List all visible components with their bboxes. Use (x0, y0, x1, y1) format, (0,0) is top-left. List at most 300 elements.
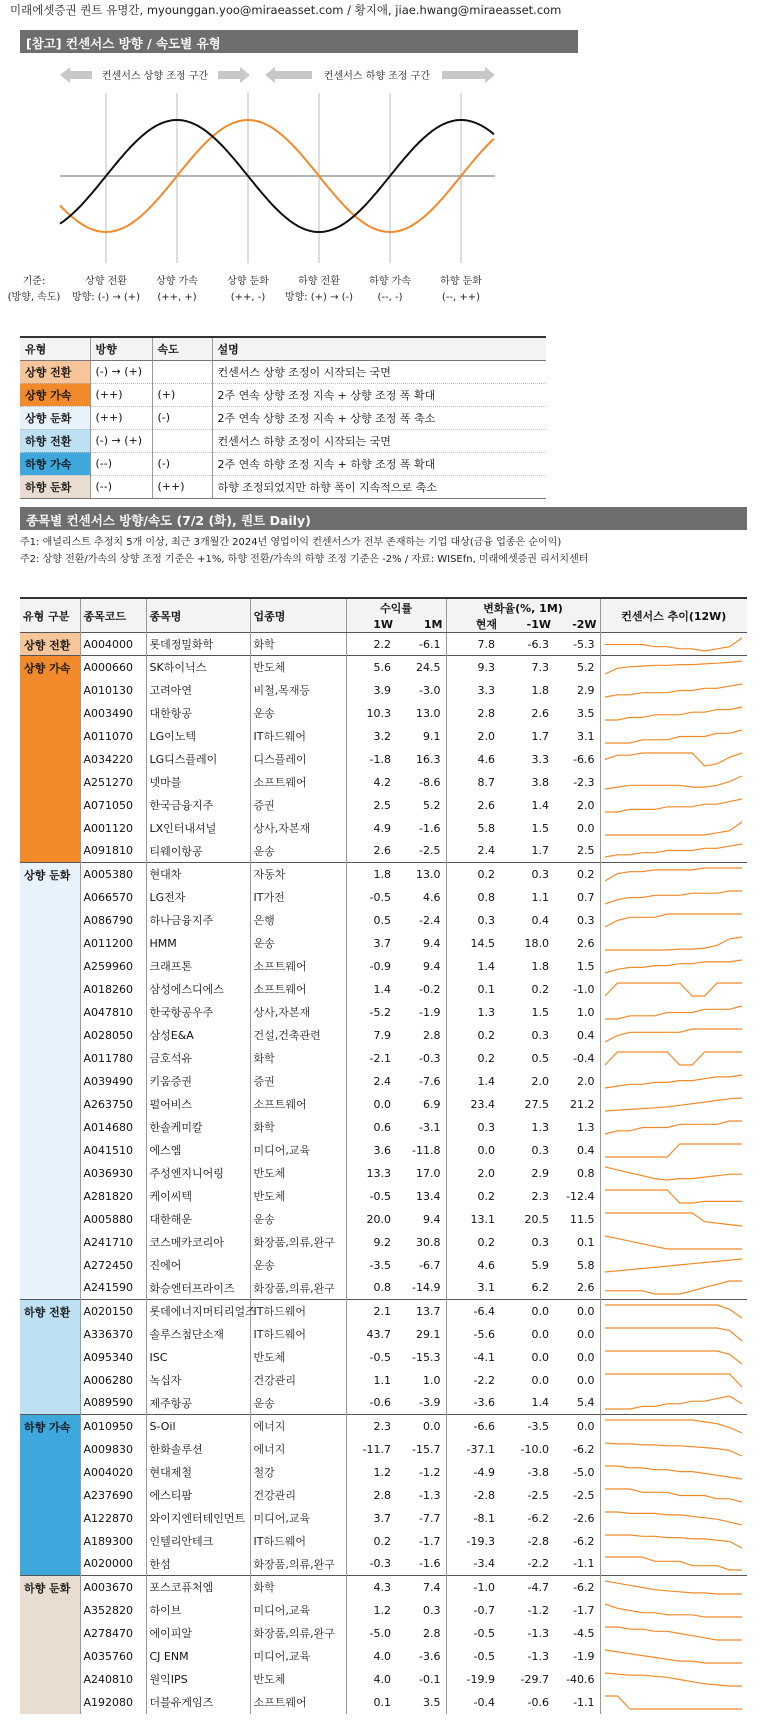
sparkline-path (605, 1259, 742, 1272)
return-1w: 1.1 (346, 1369, 396, 1392)
change-1w: 1.7 (531, 729, 550, 743)
return-1w: 2.6 (346, 840, 396, 863)
stock-name: 에스티팜 (146, 1484, 250, 1507)
return-1m: -1.2 (419, 1465, 441, 1479)
group-label: 상향 가속 (20, 656, 80, 863)
table-row (20, 1231, 747, 1254)
change-1w: 1.8 (531, 683, 550, 697)
stock-code: A281820 (80, 1185, 146, 1208)
trend-cell (600, 1438, 747, 1461)
consensus-sparkline (603, 1003, 744, 1022)
consensus-sparkline (603, 1210, 744, 1229)
trend-cell (600, 1162, 747, 1185)
change-1w: 0.5 (531, 1051, 550, 1065)
consensus-sparkline (603, 1095, 744, 1114)
trend-cell (600, 679, 747, 702)
sparkline-path (605, 1305, 742, 1318)
sparkline-path (605, 960, 742, 973)
stock-name: 크래프톤 (146, 955, 250, 978)
consensus-cycle-diagram (7, 58, 578, 330)
stock-name: 현대차 (146, 863, 250, 886)
consensus-sparkline (603, 1463, 744, 1482)
trend-cell (600, 1691, 747, 1714)
stock-code: A241590 (80, 1277, 146, 1300)
sparkline-path (605, 707, 742, 720)
change-now: 4.6 (446, 748, 500, 771)
consensus-sparkline (603, 1417, 744, 1436)
industry-name: 운송 (250, 1392, 346, 1415)
change-1w: 0.4 (531, 913, 550, 927)
sparkline-path (605, 1281, 742, 1294)
table-row (20, 748, 747, 771)
return-1m: -0.1 (419, 1672, 441, 1686)
sparkline-path (605, 730, 742, 743)
change-2w: -2.5 (573, 1488, 595, 1502)
legend-desc: 컨센서스 하향 조정이 시작되는 국면 (212, 429, 546, 452)
table-row (20, 1668, 747, 1691)
consensus-sparkline (603, 1302, 744, 1321)
trend-cell (600, 1070, 747, 1093)
return-1w: 1.8 (346, 863, 396, 886)
stock-code: A001120 (80, 817, 146, 840)
stock-name: 한국항공우주 (146, 1001, 250, 1024)
stock-name: 솔루스첨단소재 (146, 1323, 250, 1346)
return-1w: 1.4 (346, 978, 396, 1001)
consensus-sparkline (603, 1256, 744, 1275)
return-1m: 7.4 (396, 1576, 446, 1599)
change-2w: -40.6 (566, 1672, 595, 1686)
legend-speed: (++) (152, 475, 212, 498)
trend-cell (600, 1645, 747, 1668)
consensus-sparkline (603, 727, 744, 746)
table-row (20, 725, 747, 748)
change-2w: 0.3 (577, 913, 595, 927)
change-now: 0.1 (446, 978, 500, 1001)
stock-code: A066570 (80, 886, 146, 909)
table-row (20, 1530, 747, 1553)
trend-cell (600, 817, 747, 840)
change-2w: 21.2 (570, 1097, 595, 1111)
col-direction: 방향 (90, 337, 152, 360)
sparkline-path (605, 799, 742, 812)
stock-code: A041510 (80, 1139, 146, 1162)
sparkline-path (605, 1396, 742, 1409)
sparkline-path (605, 1443, 742, 1456)
stock-name: 원익IPS (146, 1668, 250, 1691)
return-1w: -11.7 (346, 1438, 396, 1461)
group-label: 하향 전환 (20, 1300, 80, 1415)
industry-name: IT하드웨어 (250, 1323, 346, 1346)
consensus-sparkline (603, 1393, 744, 1412)
industry-name: 화학 (250, 1576, 346, 1599)
industry-name: IT하드웨어 (250, 725, 346, 748)
industry-name: 소프트웨어 (250, 955, 346, 978)
col-returns: 수익률 (346, 598, 446, 616)
consensus-sparkline (603, 1325, 744, 1344)
consensus-sparkline (603, 796, 744, 815)
return-1m: 0.3 (423, 1603, 441, 1617)
table-row (20, 1047, 747, 1070)
stock-name: 제주항공 (146, 1392, 250, 1415)
basis-label: 기준: (22, 276, 46, 287)
stock-name: 진에어 (146, 1254, 250, 1277)
legend-direction: (--) (90, 452, 152, 475)
phase-value: (--, ++) (441, 292, 481, 303)
table-row (20, 1461, 747, 1484)
table-row (20, 1116, 747, 1139)
industry-name: 건강관리 (250, 1484, 346, 1507)
stock-name: 에스엠 (146, 1139, 250, 1162)
consensus-sparkline (603, 1532, 744, 1551)
legend-desc: 컨센서스 상향 조정이 시작되는 국면 (212, 360, 546, 383)
return-1m: -2.4 (419, 913, 441, 927)
change-2w: -6.2 (554, 1576, 600, 1599)
change-1w: -29.7 (520, 1672, 550, 1686)
return-1m: -11.8 (412, 1143, 441, 1157)
industry-name: 미디어,교육 (250, 1599, 346, 1622)
change-2w: 0.0 (577, 1373, 595, 1387)
change-1w: -1.3 (527, 1626, 550, 1640)
return-1w: 20.0 (346, 1208, 396, 1231)
change-2w: 0.4 (577, 1028, 595, 1042)
trend-cell (600, 1461, 747, 1484)
trend-cell (600, 1622, 747, 1645)
stock-name: 와이지엔터테인먼트 (146, 1507, 250, 1530)
change-now: 9.3 (446, 656, 500, 679)
legend-direction: (--) (90, 475, 152, 498)
stock-code: A000660 (80, 656, 146, 679)
return-1m: 9.4 (423, 959, 441, 973)
stock-name: 삼성에스디에스 (146, 978, 250, 1001)
return-1m: 17.0 (416, 1166, 441, 1180)
change-now: -3.4 (446, 1553, 500, 1576)
change-2w: -5.0 (573, 1465, 595, 1479)
sparkline-path (605, 1121, 742, 1134)
return-1m: 13.0 (416, 706, 441, 720)
sparkline-path (605, 753, 742, 766)
change-now: 14.5 (446, 932, 500, 955)
stock-name: 한화솔루션 (146, 1438, 250, 1461)
sparkline-path (605, 891, 742, 904)
return-1w: 3.9 (346, 679, 396, 702)
table-row (20, 771, 747, 794)
return-1w: -3.5 (346, 1254, 396, 1277)
change-2w: 2.0 (577, 1074, 595, 1088)
trend-cell (600, 1185, 747, 1208)
trend-cell (600, 1300, 747, 1323)
change-1w: 0.0 (531, 1373, 550, 1387)
legend-type: 하향 가속 (20, 452, 90, 475)
consensus-sparkline (603, 1670, 744, 1689)
change-1w: -1.3 (527, 1649, 550, 1663)
legend-direction: (-) → (+) (90, 429, 152, 452)
stock-code: A011070 (80, 725, 146, 748)
change-now: -6.6 (446, 1415, 500, 1438)
phase-value: (++, +) (157, 292, 197, 303)
trend-cell (600, 1369, 747, 1392)
trend-cell (600, 1599, 747, 1622)
return-1w: 4.9 (346, 817, 396, 840)
sparkline-path (605, 983, 742, 996)
industry-name: 미디어,교육 (250, 1645, 346, 1668)
return-1m: -6.1 (396, 633, 446, 656)
stock-name: 넷마블 (146, 771, 250, 794)
col-r1m: 1M (396, 616, 446, 633)
consensus-sparkline (603, 773, 744, 792)
table-row (20, 1001, 747, 1024)
legend-speed: (-) (152, 406, 212, 429)
return-1w: 2.4 (346, 1070, 396, 1093)
return-1w: -5.2 (346, 1001, 396, 1024)
stock-code: A014680 (80, 1116, 146, 1139)
stock-name: 삼성E&A (146, 1024, 250, 1047)
return-1m: -0.2 (419, 982, 441, 996)
change-1w: 2.6 (531, 706, 550, 720)
industry-name: 반도체 (250, 656, 346, 679)
change-1w: 1.4 (531, 798, 550, 812)
consensus-sparkline (603, 957, 744, 976)
table-row (20, 978, 747, 1001)
table-row (20, 1645, 747, 1668)
stock-code: A047810 (80, 1001, 146, 1024)
change-2w: 0.1 (577, 1235, 595, 1249)
return-1m: 13.4 (416, 1189, 441, 1203)
consensus-sparkline (603, 658, 744, 677)
consensus-sparkline (603, 750, 744, 769)
legend-type: 상향 전환 (20, 360, 90, 383)
sparkline-path (605, 684, 742, 697)
industry-name: 반도체 (250, 1668, 346, 1691)
type-legend-table (20, 336, 546, 499)
stock-name: 더블유게임즈 (146, 1691, 250, 1714)
change-2w: 2.9 (577, 683, 595, 697)
change-now: 2.0 (446, 725, 500, 748)
stock-code: A005380 (80, 863, 146, 886)
change-2w: 2.6 (577, 1281, 595, 1295)
table-row (20, 1576, 747, 1599)
legend-speed: (+) (152, 383, 212, 406)
consensus-sparkline (603, 1647, 744, 1666)
stock-code: A003670 (80, 1576, 146, 1599)
stock-name: 화승엔터프라이즈 (146, 1277, 250, 1300)
consensus-sparkline (603, 1278, 744, 1297)
legend-speed (152, 360, 212, 383)
consensus-sparkline (603, 1601, 744, 1620)
change-now: -0.5 (446, 1645, 500, 1668)
industry-name: 상사,자본재 (250, 817, 346, 840)
phase-name: 하향 전환 (298, 276, 340, 287)
return-1w: 0.1 (346, 1691, 396, 1714)
phase-value: 방향: (-) → (+) (71, 292, 141, 303)
table-row (20, 1139, 747, 1162)
return-1w: 0.6 (346, 1116, 396, 1139)
return-1m: -1.6 (419, 1557, 441, 1571)
return-1w: 43.7 (346, 1323, 396, 1346)
change-1w: -2.8 (527, 1534, 550, 1548)
phase-value: (--, -) (377, 292, 403, 303)
report-header: 미래에셋증권 퀀트 유명간, myounggan.yoo@miraeasset.com / 황지애, jiae.hwang@miraeasset.com (10, 3, 562, 17)
trend-cell (600, 771, 747, 794)
stock-code: A004000 (80, 633, 146, 656)
consensus-sparkline (603, 980, 744, 999)
return-1m: 1.0 (423, 1373, 441, 1387)
stock-code: A034220 (80, 748, 146, 771)
trend-cell (600, 1392, 747, 1415)
industry-name: IT하드웨어 (250, 1300, 346, 1323)
stock-name: LX인터내셔널 (146, 817, 250, 840)
stock-code: A020150 (80, 1300, 146, 1323)
change-1w: -0.6 (527, 1695, 550, 1709)
table-row (20, 1507, 747, 1530)
trend-cell (600, 863, 747, 886)
change-now: 0.2 (446, 1024, 500, 1047)
return-1w: 2.2 (346, 633, 396, 656)
change-now: -19.3 (446, 1530, 500, 1553)
sparkline-path (605, 1581, 742, 1594)
sparkline-path (605, 1351, 742, 1364)
sparkline-path (605, 868, 742, 881)
col-w2: -2W (554, 616, 600, 633)
consensus-sparkline (603, 865, 744, 884)
sparkline-path (605, 937, 742, 950)
table-row (20, 633, 747, 656)
change-now: -5.6 (446, 1323, 500, 1346)
change-now: 5.8 (446, 817, 500, 840)
industry-name: 반도체 (250, 1162, 346, 1185)
return-1w: 1.2 (346, 1461, 396, 1484)
return-1w: 2.5 (346, 794, 396, 817)
change-now: 2.6 (446, 794, 500, 817)
change-now: 4.6 (446, 1254, 500, 1277)
change-now: 1.4 (446, 955, 500, 978)
change-now: 0.3 (446, 909, 500, 932)
return-1w: 4.2 (346, 771, 396, 794)
change-2w: -1.0 (573, 982, 595, 996)
legend-desc: 2주 연속 상향 조정 지속 + 상향 조정 폭 확대 (212, 383, 546, 406)
change-2w: -4.5 (573, 1626, 595, 1640)
stock-code: A020000 (80, 1553, 146, 1576)
industry-name: 화장품,의류,완구 (250, 1622, 346, 1645)
change-2w: -1.7 (573, 1603, 595, 1617)
return-1w: 3.7 (346, 932, 396, 955)
consensus-sparkline (603, 1187, 744, 1206)
ref-section-title: [참고] 컨센서스 방향 / 속도별 유형 (20, 30, 578, 53)
industry-name: 증권 (250, 794, 346, 817)
change-2w: 0.4 (577, 1143, 595, 1157)
table-row (20, 1093, 747, 1116)
sparkline-path (605, 1420, 742, 1433)
industry-name: 화학 (250, 1047, 346, 1070)
return-1m: 6.9 (423, 1097, 441, 1111)
table-row (20, 1691, 747, 1714)
return-1w: 7.9 (346, 1024, 396, 1047)
change-2w: 5.2 (554, 656, 600, 679)
return-1m: -3.9 (419, 1396, 441, 1410)
stock-name: 하이브 (146, 1599, 250, 1622)
table-row (20, 1208, 747, 1231)
change-2w: 2.6 (577, 936, 595, 950)
return-1w: 2.1 (346, 1300, 396, 1323)
stock-code: A010130 (80, 679, 146, 702)
change-1w: 0.0 (531, 1350, 550, 1364)
trend-cell (600, 840, 747, 863)
stock-code: A263750 (80, 1093, 146, 1116)
stock-name: 케이씨텍 (146, 1185, 250, 1208)
stock-name: 한국금융지주 (146, 794, 250, 817)
table-row (20, 1484, 747, 1507)
change-1w: 0.3 (500, 863, 554, 886)
sparkline-path (605, 822, 742, 835)
table-row (20, 1622, 747, 1645)
stock-name: S-Oil (146, 1415, 250, 1438)
table-row (20, 955, 747, 978)
sparkline-path (605, 1557, 742, 1570)
change-1w: -10.0 (520, 1442, 550, 1456)
legend-type: 하향 전환 (20, 429, 90, 452)
change-now: 0.2 (446, 1231, 500, 1254)
stock-code: A192080 (80, 1691, 146, 1714)
stock-code: A011200 (80, 932, 146, 955)
trend-cell (600, 1047, 747, 1070)
stock-code: A039490 (80, 1070, 146, 1093)
change-1w: 7.3 (500, 656, 554, 679)
table-row (20, 886, 747, 909)
trend-cell (600, 794, 747, 817)
change-now: -2.8 (446, 1484, 500, 1507)
stock-name: 펄어비스 (146, 1093, 250, 1116)
change-2w: 0.7 (577, 890, 595, 904)
stock-code: A071050 (80, 794, 146, 817)
stock-code: A009830 (80, 1438, 146, 1461)
change-1w: 1.7 (531, 844, 550, 858)
consensus-sparkline (603, 1141, 744, 1160)
change-now: -2.2 (446, 1369, 500, 1392)
industry-name: 화학 (250, 633, 346, 656)
return-1w: 3.7 (346, 1507, 396, 1530)
stock-name: 롯데에너지머티리얼즈 (146, 1300, 250, 1323)
sparkline-path (605, 638, 742, 651)
sparkline-path (605, 1466, 742, 1479)
stock-name: 한솔케미칼 (146, 1116, 250, 1139)
legend-direction: (-) → (+) (90, 360, 152, 383)
change-1w: 0.0 (531, 1327, 550, 1341)
change-1w: 0.0 (500, 1300, 554, 1323)
table-row (20, 1323, 747, 1346)
consensus-sparkline (603, 934, 744, 953)
sparkline-path (605, 1213, 742, 1226)
change-1w: 1.5 (531, 821, 550, 835)
trend-cell (600, 656, 747, 679)
phase-name: 하향 가속 (369, 276, 411, 287)
return-1w: -0.5 (346, 1346, 396, 1369)
legend-speed: (-) (152, 452, 212, 475)
up-zone-label: 컨센서스 상향 조정 구간 (101, 71, 209, 82)
return-1w: 0.8 (346, 1277, 396, 1300)
industry-name: 화학 (250, 1116, 346, 1139)
change-now: 3.3 (446, 679, 500, 702)
stock-code: A011780 (80, 1047, 146, 1070)
table-row (20, 1346, 747, 1369)
change-2w: -1.9 (573, 1649, 595, 1663)
change-1w: -2.5 (527, 1488, 550, 1502)
change-now: 3.1 (446, 1277, 500, 1300)
stock-name: 대한해운 (146, 1208, 250, 1231)
change-2w: 0.2 (554, 863, 600, 886)
return-1w: 3.6 (346, 1139, 396, 1162)
change-2w: -2.3 (573, 775, 595, 789)
change-1w: 0.3 (531, 1235, 550, 1249)
change-2w: 5.4 (577, 1396, 595, 1410)
